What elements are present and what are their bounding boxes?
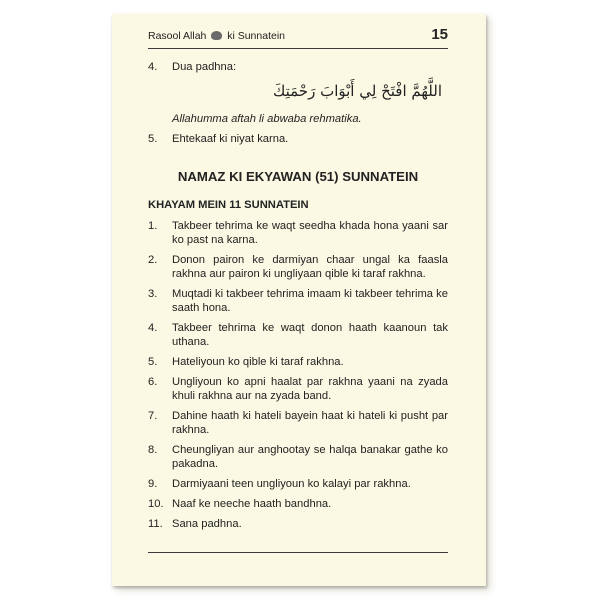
- section-subheading: KHAYAM MEIN 11 SUNNATEIN: [148, 199, 309, 211]
- item-text: Muqtadi ki takbeer tehrima imaam ki takbeer tehrima ke saath hona.: [172, 288, 448, 314]
- item-text: Takbeer tehrima ke waqt seedha khada hona yaani sar ko past na karna.: [172, 220, 448, 246]
- list-item: [148, 355, 448, 369]
- list-item: [148, 477, 448, 491]
- item-text: Ungliyoun ko apni haalat par rakhna yaani na zyada khuli rakhna aur na zyada band.: [172, 376, 448, 402]
- item-number: 11.: [148, 518, 163, 530]
- item-text: Darmiyaani teen ungliyoun ko kalayi par rakhna.: [172, 478, 411, 490]
- item-number: 2.: [148, 254, 158, 266]
- item-text: Takbeer tehrima ke waqt donon haath kaanoun tak uthana.: [172, 322, 448, 348]
- page-content: [148, 60, 448, 537]
- item-text: Sana padhna.: [172, 518, 242, 530]
- item-text: Cheungliyan aur anghootay se halqa banakar gathe ko pakadna.: [172, 444, 448, 470]
- item-text: Hateliyoun ko qible ki taraf rakhna.: [172, 356, 344, 368]
- list-item: [148, 253, 448, 281]
- list-item: [148, 60, 448, 74]
- list-item: [148, 132, 448, 146]
- item-number: 9.: [148, 478, 158, 490]
- item-text: Dahine haath ki hateli bayein haat ki hateli ki pusht par rakhna.: [172, 410, 448, 436]
- list-item: [148, 287, 448, 315]
- list-item: [148, 409, 448, 437]
- arabic-dua: اللَّهُمَّ افْتَحْ لِي أَبْوَابَ رَحْمَتِكَ: [272, 82, 442, 100]
- list-item: [148, 497, 448, 511]
- page-number: 15: [431, 26, 448, 43]
- item-number: 3.: [148, 288, 158, 300]
- book-page: [112, 14, 486, 586]
- item-text: Dua padhna:: [172, 61, 237, 73]
- item-number: 4.: [148, 61, 158, 73]
- list-item: [148, 517, 448, 531]
- list-item: [148, 375, 448, 403]
- item-number: 5.: [148, 133, 158, 145]
- calligraphy-seal-icon: [211, 31, 222, 40]
- item-number: 1.: [148, 220, 158, 232]
- item-number: 5.: [148, 356, 158, 368]
- item-text: Donon pairon ke darmiyan chaar ungal ka faasla rakhna aur pairon ki ungliyaan qible ki taraf rakhna.: [172, 254, 448, 280]
- footer-rule: [148, 552, 448, 553]
- list-item: [148, 219, 448, 247]
- list-item: [148, 443, 448, 471]
- item-number: 6.: [148, 376, 158, 388]
- item-text: Ehtekaaf ki niyat karna.: [172, 133, 289, 145]
- running-title: [148, 30, 285, 42]
- item-number: 10.: [148, 498, 164, 510]
- section-title: NAMAZ KI EKYAWAN (51) SUNNATEIN: [177, 169, 419, 184]
- running-title-before: Rasool Allah: [148, 30, 207, 42]
- running-title-after: ki Sunnatein: [227, 30, 286, 42]
- dua-transliteration: Allahumma aftah li abwaba rehmatika.: [172, 113, 362, 125]
- page-header: [148, 26, 448, 49]
- item-number: 7.: [148, 410, 158, 422]
- item-number: 8.: [148, 444, 158, 456]
- item-number: 4.: [148, 322, 158, 334]
- item-text: Naaf ke neeche haath bandhna.: [172, 498, 332, 510]
- list-item: [148, 321, 448, 349]
